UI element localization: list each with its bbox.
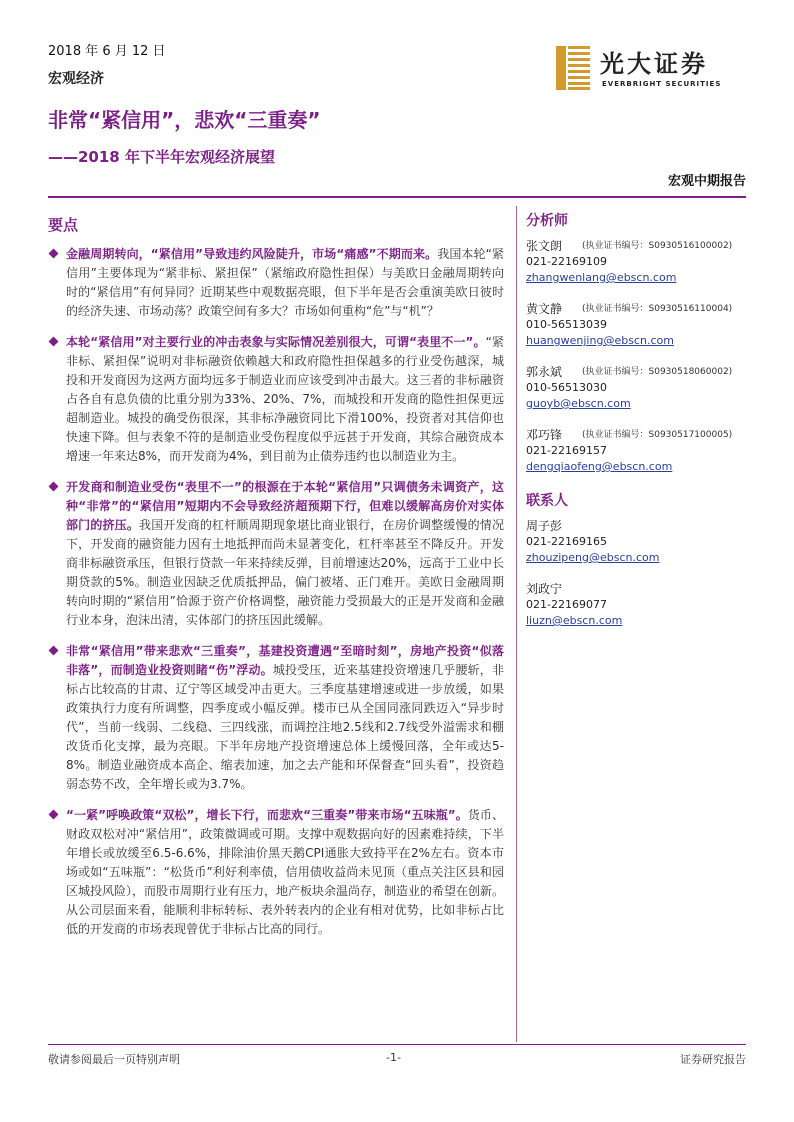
- sidebar-analysts: [526, 206, 748, 644]
- analyst-email-link[interactable]: guoyb@ebscn.com: [526, 397, 631, 410]
- report-date: 2018 年 6 月 12 日: [48, 44, 166, 59]
- key-point-lead: “一紧”呼唤政策“双松”，增长下行，而悲欢“三重奏”带来市场“五味瓶”。: [66, 808, 468, 822]
- report-type: 宏观中期报告: [667, 174, 746, 189]
- analyst-email-link[interactable]: huangwenjing@ebscn.com: [526, 334, 674, 347]
- analyst-card: [526, 364, 748, 412]
- analyst-cert: (执业证书编号：S0930516110004): [582, 304, 733, 314]
- contact-name: 周子彭: [526, 519, 563, 533]
- contact-card: [526, 581, 748, 629]
- analyst-name: 黄文静: [526, 302, 563, 316]
- analyst-card: [526, 238, 748, 286]
- report-category: 宏观经济: [48, 71, 104, 87]
- analyst-name: 邓巧锋: [526, 428, 563, 442]
- analyst-name: 张文朗: [526, 239, 563, 253]
- header-divider: [48, 196, 746, 198]
- analyst-phone: 010-56513030: [526, 381, 607, 394]
- column-divider: [516, 206, 517, 1042]
- footer-report-label: 证券研究报告: [680, 1053, 746, 1066]
- diamond-bullet-icon: [49, 249, 59, 259]
- diamond-bullet-icon: [49, 646, 59, 656]
- key-point-body: 我国本轮“紧信用”主要体现为“紧非标、紧担保”（紧缩政府隐性担保）与美欧日金融周期转向时的“紧信用”有何异同？近期某些中观数据亮眼，但下半年是否会重演美欧日彼时的经济失速、市场动荡？政策空间有多大？市场如何重构“危”与“机”？: [66, 247, 504, 318]
- key-point-item: [48, 806, 504, 939]
- contact-card: [526, 518, 748, 566]
- key-point-lead: 金融周期转向，“紧信用”导致违约风险陡升，市场“痛感”不期而来。: [66, 247, 438, 261]
- analyst-email-link[interactable]: dengqiaofeng@ebscn.com: [526, 460, 673, 473]
- key-point-body: 货币、财政双松对冲“紧信用”，政策微调或可期。支撑中观数据向好的因素难持续，下半年增长或放缓至6.5-6.6%，排除油价黑天鹅CPI通胀大致持平在2%左右。资本市场或如“五味瓶”：“松货币”利好利率债，信用债收益尚未见顶（重点关注区县和园区城投风险），而股市周期行业有压力，地产板块余温尚存，制造业的希望在创新。从公司层面来看，能顺利非标转标、表外转表内的企业有相对优势，比如非标占比低的开发商的市场表现曾优于非标占比高的同行。: [66, 808, 505, 936]
- analyst-cert: (执业证书编号：S0930518060002): [582, 367, 733, 377]
- logo-chinese-name: 光大证券: [600, 49, 708, 78]
- key-point-body: “紧非标、紧担保”说明对非标融资依赖越大和政府隐性担保越多的行业受伤越深，城投和开发商因为这两方面均远多于制造业而应该受到冲击最大。这三者的非标融资占各自有息负债的比重分别为33%、20%、7%，而城投和开发商的隐性担保更远超制造业。城投的确受伤很深，其非标净融资同比下滑100%，投资者对其信仰也快速下降。但与表象不符的是制造业受伤程度似乎远甚于开发商，其综合融资成本增速一年来达8%，而开发商为4%，到目前为止债券违约也以制造业为主。: [66, 335, 504, 463]
- key-point-item: [48, 333, 504, 466]
- footer-disclaimer: 敬请参阅最后一页特别声明: [48, 1053, 180, 1066]
- diamond-bullet-icon: [49, 482, 59, 492]
- analyst-cert: (执业证书编号：S0930517100005): [582, 430, 733, 440]
- logo-english-name: EVERBRIGHT SECURITIES: [602, 80, 722, 88]
- key-point-lead: 本轮“紧信用”对主要行业的冲击表象与实际情况差别很大，可谓“表里不一”。: [66, 335, 486, 349]
- key-points-section: [48, 206, 504, 951]
- key-point-lead: 非常“紧信用”带来悲欢“三重奏”，基建投资遭遇“至暗时刻”，房地产投资“似落非落”，而制造业投资则睹“伤”浮动。: [66, 644, 504, 677]
- key-point-body: 我国开发商的杠杆顺周期现象堪比商业银行，在房价调整缓慢的情况下，开发商的融资能力因有土地抵押而尚未显著变化，杠杆率甚至不降反升。开发商非标融资承压，但银行贷款一年来持续反弹，目前增速达20%，远高于工业中长期贷款的5%。制造业因缺乏优质抵押品，偏门被堵、正门难开。美欧日金融周期转向时期的“紧信用”恰源于资产价格调整，融资能力受损最大的正是开发商和金融行业本身，泡沫出清，实体部门的挤压因此缓解。: [66, 518, 504, 627]
- key-point-item: [48, 245, 504, 321]
- key-point-lead: 开发商和制造业受伤“表里不一”的根源在于本轮“紧信用”只调债务未调资产，这种“非常”的“紧信用”短期内不会导致经济超预期下行，但难以缓解高房价对实体部门的挤压。: [66, 480, 504, 532]
- contact-email-link[interactable]: liuzn@ebscn.com: [526, 614, 623, 627]
- analyst-card: [526, 301, 748, 349]
- analyst-email-link[interactable]: zhangwenlang@ebscn.com: [526, 271, 677, 284]
- analysts-heading: 分析师: [526, 213, 568, 229]
- diamond-bullet-icon: [49, 810, 59, 820]
- page-number: -1-: [386, 1051, 401, 1064]
- contact-name: 刘政宁: [526, 582, 563, 596]
- analyst-cert: (执业证书编号：S0930516100002): [582, 241, 733, 251]
- key-point-body: 城投受压，近来基建投资增速几乎腰斩，非标占比较高的甘肃、辽宁等区域受冲击更大。三季度基建增速或进一步放缓，如果政策执行力度有所调整，四季度或小幅反弹。楼市已从全国同涨同跌迈入“异步时代”，当前一线弱、二线稳、三四线涨，而调控注地2.5线和2.7线受外溢需求和棚改货币化支撑，最为亮眼。下半年房地产投资增速总体上缓慢回落，全年或达5-8%。制造业融资成本高企、缩表加速，加之去产能和环保督查“回头看”，投资趋弱态势不改，全年增长或为3.7%。: [66, 663, 504, 791]
- key-point-item: [48, 478, 504, 630]
- analyst-phone: 010-56513039: [526, 318, 607, 331]
- analyst-name: 郭永斌: [526, 365, 563, 379]
- report-title: 非常“紧信用”，悲欢“三重奏”: [48, 108, 321, 132]
- key-point-item: [48, 642, 504, 794]
- footer-divider: [48, 1044, 746, 1045]
- analyst-phone: 021-22169109: [526, 255, 607, 268]
- key-points-heading: 要点: [48, 216, 79, 234]
- contacts-heading: 联系人: [526, 493, 568, 509]
- report-subtitle: ——2018 年下半年宏观经济展望: [48, 148, 275, 166]
- company-logo: [556, 46, 746, 92]
- everbright-logo-icon: [556, 46, 592, 90]
- analyst-phone: 021-22169157: [526, 444, 607, 457]
- contact-phone: 021-22169077: [526, 598, 607, 611]
- contact-phone: 021-22169165: [526, 535, 607, 548]
- contact-email-link[interactable]: zhouzipeng@ebscn.com: [526, 551, 660, 564]
- analyst-card: [526, 427, 748, 475]
- diamond-bullet-icon: [49, 337, 59, 347]
